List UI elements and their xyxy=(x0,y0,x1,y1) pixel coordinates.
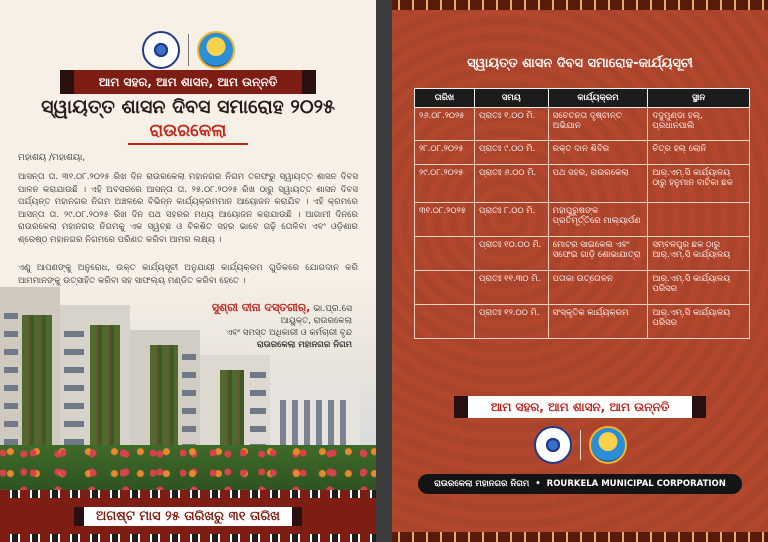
cell-program: ମହାପୁରୁଷଙ୍କ ପ୍ରତିମୂର୍ତ୍ତିରେ ମାଲ୍ୟାର୍ପଣ xyxy=(548,203,648,237)
footer-logos xyxy=(392,424,768,466)
cell-date xyxy=(415,237,475,271)
rourkela-city-logo-icon xyxy=(589,426,627,464)
cell-place: ଆର୍.ଏମ୍.ସି କାର୍ଯ୍ୟାଳୟ ପରିସର xyxy=(648,305,750,339)
cell-program: ରକ୍ତ ଦାନ ଶିବିର xyxy=(548,141,648,165)
signatory-designation: ଆୟୁକ୍ତ, ରାଉରକେଲା xyxy=(280,316,352,326)
header-time: ସମୟ xyxy=(474,89,548,108)
cell-date xyxy=(415,305,475,339)
pattern-border-bottom xyxy=(392,532,768,542)
pattern-border-top xyxy=(0,490,376,498)
schedule-card xyxy=(392,0,768,542)
cell-date xyxy=(415,271,475,305)
table-row xyxy=(415,237,750,271)
corporation-name-english: ROURKELA MUNICIPAL CORPORATION xyxy=(546,479,726,489)
table-row xyxy=(415,271,750,305)
cell-place: ଆର୍.ଏମ୍.ସି କାର୍ଯ୍ୟାଳୟ ପରିସର xyxy=(648,271,750,305)
separator-dot: • xyxy=(535,479,541,489)
cell-time: ପ୍ରାତଃ ୧୧.୩୦ ମି. xyxy=(474,271,548,305)
cell-program: ପଥ ସହର, ରାଉରକେଲା xyxy=(548,165,648,203)
cell-date: ୨୮.୦୮.୨୦୨୫ xyxy=(415,141,475,165)
city-subtitle: ରାଉରକେଲା xyxy=(149,121,227,141)
signatory-org: ରାଉରକେଲା ମହାନଗର ନିଗମ xyxy=(256,340,352,350)
cell-time: ପ୍ରାତଃ ୧୦.୦୦ ମି. xyxy=(474,237,548,271)
table-row xyxy=(415,141,750,165)
cell-program: ସଂସ୍କୃତିକ କାର୍ଯ୍ୟକ୍ରମ xyxy=(548,305,648,339)
cell-place: ଦଦୁମୁଣ୍ଡା ହଲ୍, ପ୍ରଧାନପାଲି xyxy=(648,108,750,141)
invitation-card xyxy=(0,0,376,542)
schedule-title: ସ୍ୱାୟତ୍ତ ଶାସନ ଦିବସ ସମାରୋହ-କାର୍ଯ୍ୟସୂଚୀ xyxy=(467,56,693,71)
rourkela-city-logo-icon xyxy=(197,31,235,69)
date-range-footer xyxy=(0,498,376,534)
pattern-border-bottom xyxy=(0,534,376,542)
invitation-paragraph-1: ଆସନ୍ତା ତା. ୩୧.୦୮.୨୦୨୫ ରିଖ ଦିନ ରାଉରକେଲା ମହାନଗର ନିଗମ ତରଫରୁ ସ୍ୱାୟତ୍ତ ଶାସନ ଦିବସ ପାଳନ କରାଯାଉଛି । ଏହି ଅବସରରେ ଆସନ୍ତା ତା. ୨୫.୦୮.୨୦୨୫ ରିଖ ଠାରୁ ସ୍ୱାୟତ୍ତ ଶାସନ ଦିବସ ପର୍ଯ୍ୟନ୍ତ ମହାନଗର ନିଗମ ଅଞ୍ଚଳରେ ବିଭିନ୍ନ କାର୍ଯ୍ୟକ୍ରମମାନ ଆୟୋଜନ କରାଯିବ । ଏହି କ୍ରମରେ ଆସନ୍ତା ତା. ୨୯.୦୮.୨୦୨୫ ରିଖ ଦିନ ପଥ ସହରର ମଧ୍ୟ ଆୟୋଜନ କରାଯାଉଛି । ଆଗାମୀ ଦିନରେ ରାଉରକେଲା ମହାନଗର ନିଗମକୁ ଏକ ସ୍ୱଚ୍ଛ ଓ ବିକଶିତ ସହର ଭାବେ ଗଢ଼ି ତୋଳିବା ଏବଂ ଓଡ଼ିଶାର ଶ୍ରେଷ୍ଠ ମହାନଗର ନିଗମରେ ପରିଣତ କରିବା ଆମର ଲକ୍ଷ୍ୟ । xyxy=(18,172,358,245)
invitation-title: ସ୍ୱାୟତ୍ତ ଶାସନ ଦିବସ ସମାରୋହ ୨୦୨୫ xyxy=(41,96,335,118)
cell-date: ୨୬.୦୮.୨୦୨୫ xyxy=(415,108,475,141)
table-row xyxy=(415,165,750,203)
cell-place xyxy=(648,203,750,237)
subtitle-underline xyxy=(128,143,248,145)
header-program: କାର୍ଯ୍ୟକ୍ରମ xyxy=(548,89,648,108)
slogan-text: ଆମ ସହର, ଆମ ଶାସନ, ଆମ ଉନ୍ନତି xyxy=(98,74,278,89)
table-row xyxy=(415,305,750,339)
logo-divider xyxy=(580,430,581,460)
signatory-name: ସୁଶ୍ରୀ ଦୀନା ଦସ୍ତଗୀର୍, ଭା.ପ୍ର.ସେ xyxy=(211,301,352,314)
cell-time: ପ୍ରାତଃ ୯.୦୦ ମି. xyxy=(474,141,548,165)
slogan-banner xyxy=(454,396,706,418)
signature-block xyxy=(102,301,352,351)
cell-date: ୨୯.୦୮.୨୦୨୫ xyxy=(415,165,475,203)
cell-time: ପ୍ରାତଃ ୧୨.୦୦ ମି. xyxy=(474,305,548,339)
cell-place: ଆର୍.ଏମ୍.ସି କାର୍ଯ୍ୟାଳୟ ଠାରୁ ହନୁମାନ ବାଟିକା ଛକ xyxy=(648,165,750,203)
table-row xyxy=(415,108,750,141)
cell-time: ପ୍ରାତଃ ୬.୦୦ ମି. xyxy=(474,165,548,203)
table-header-row xyxy=(415,89,750,108)
date-range-text: ଅଗଷ୍ଟ ମାସ ୨୫ ତାରିଖରୁ ୩୧ ତାରିଖ xyxy=(74,507,302,526)
corporation-name-bar xyxy=(418,474,742,494)
corporation-name-odia: ରାଉରକେଲା ମହାନଗର ନିଗମ xyxy=(434,479,530,489)
cell-time: ପ୍ରାତଃ ୮.୦୦ ମି. xyxy=(474,203,548,237)
cell-place: ଚିତ୍ର ହଲ୍ ଲୋନି xyxy=(648,141,750,165)
pattern-border-top xyxy=(392,0,768,10)
cell-program: ମୋଟର ସାଇକେଲ ଏବଂ ସଫେଇ ଗାଡ଼ି ଶୋଭାଯାତ୍ରା xyxy=(548,237,648,271)
header-place: ସ୍ଥାନ xyxy=(648,89,750,108)
cell-time: ପ୍ରାତଃ ୧.୦୦ ମି. xyxy=(474,108,548,141)
cell-program: ସଚେତନତା ଦୃଷ୍ଟାନ୍ତ ଅଭିଯାନ xyxy=(548,108,648,141)
odisha-emblem-icon xyxy=(534,426,572,464)
invitation-paragraph-2: ଏଣୁ ଆପଣଙ୍କୁ ଅନୁରୋଧ, ଉକ୍ତ କାର୍ଯ୍ୟସୂଚୀ ଅନୁଯାୟୀ କାର୍ଯ୍ୟକ୍ରମ ଗୁଡିକରେ ଯୋଗଦାନ କରି ଆମମାନଙ୍କୁ ଉତ୍ସାହିତ କରିବା ସହ ସାଫଲ୍ୟ ମଣ୍ଡିତ କରିବା ହେତେ । xyxy=(18,263,358,286)
cell-program: ପତାକା ଉତ୍ତୋଳନ xyxy=(548,271,648,305)
header-date: ତାରିଖ xyxy=(415,89,475,108)
table-row xyxy=(415,203,750,237)
header-logos xyxy=(0,28,376,72)
cell-date: ୩୧.୦୮.୨୦୨୫ xyxy=(415,203,475,237)
slogan-banner xyxy=(60,70,316,94)
salutation: ମହାଶୟ /ମହାଶୟା, xyxy=(18,153,86,163)
signatory-staff: ଏବଂ ସମସ୍ତ ଅଧିକାରୀ ଓ କର୍ମଚାରୀ ବୃନ୍ଦ xyxy=(226,328,352,338)
slogan-text: ଆମ ସହର, ଆମ ଶାସନ, ଆମ ଉନ୍ନତି xyxy=(490,399,670,414)
odisha-emblem-icon xyxy=(142,31,180,69)
logo-divider xyxy=(188,34,189,66)
schedule-table xyxy=(414,88,750,339)
cell-place: ସମ୍ବଳପୁର ଛକ ଠାରୁ ଆର୍.ଏମ୍.ସି କାର୍ଯ୍ୟାଳୟ xyxy=(648,237,750,271)
